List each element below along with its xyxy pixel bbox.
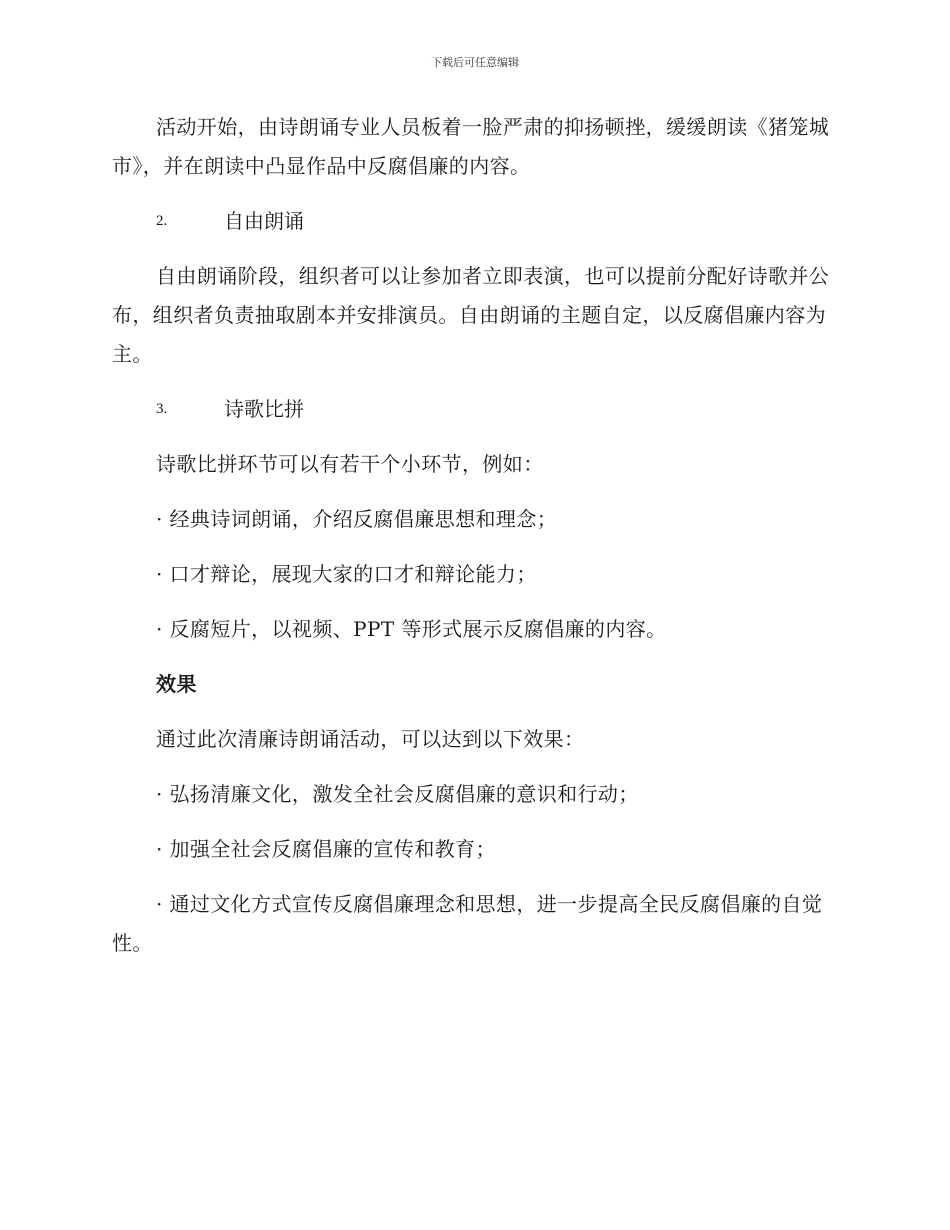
item-title: 自由朗诵	[224, 209, 304, 233]
bullet-item: · 口才辩论，展现大家的口才和辩论能力；	[156, 562, 537, 586]
bullet-item: · 经典诗词朗诵，介绍反腐倡廉思想和理念；	[156, 507, 558, 531]
item-title: 诗歌比拼	[224, 397, 304, 421]
section-heading-effects: 效果	[156, 672, 197, 696]
bullet-item: · 通过文化方式宣传反腐倡廉理念和思想，进一步提高全民反腐倡廉的自觉性。	[112, 892, 823, 955]
paragraph-opening: 活动开始，由诗朗诵专业人员板着一脸严肃的抑扬顿挫，缓缓朗读《猪笼城市》，并在朗读中凸显作品中反腐倡廉的内容。	[112, 115, 830, 178]
bullet-item: · 弘扬清廉文化，激发全社会反腐倡廉的意识和行动；	[156, 782, 639, 806]
bullet-item: · 加强全社会反腐倡廉的宣传和教育；	[156, 837, 496, 861]
page-header: 下载后可任意编辑	[431, 56, 519, 69]
item-number: 2.	[156, 213, 168, 229]
item-number: 3.	[156, 401, 168, 417]
paragraph-competition-intro: 诗歌比拼环节可以有若干个小环节，例如：	[156, 452, 544, 476]
numbered-heading-3	[112, 390, 832, 429]
paragraph-free-recitation: 自由朗诵阶段，组织者可以让参加者立即表演，也可以提前分配好诗歌并公布，组织者负责抽取剧本并安排演员。自由朗诵的主题自定，以反腐倡廉内容为主。	[112, 264, 830, 366]
document-body	[112, 108, 832, 963]
numbered-heading-2	[112, 202, 832, 241]
paragraph-effects-intro: 通过此次清廉诗朗诵活动，可以达到以下效果：	[156, 727, 585, 751]
bullet-item: · 反腐短片，以视频、PPT 等形式展示反腐倡廉的内容。	[156, 617, 667, 641]
